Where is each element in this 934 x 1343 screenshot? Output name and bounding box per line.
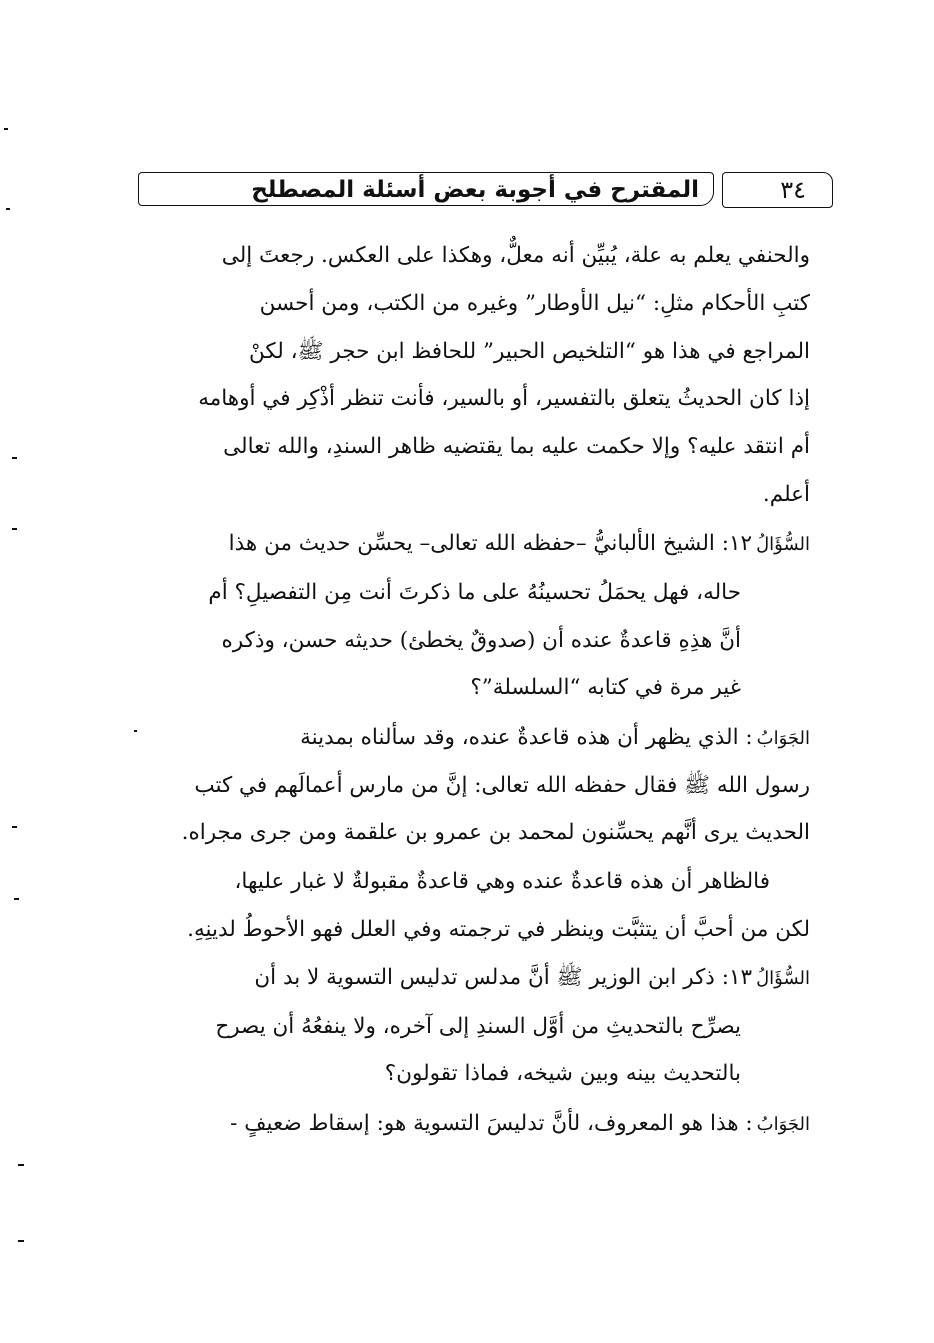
scan-mark [18,1164,24,1166]
page-header [138,172,833,210]
text-line: أم انتقد عليه؟ وإلا حكمت عليه بما يقتضيه ظاهر السندِ، والله تعالى [223,434,810,459]
text-line: فالظاهر أن هذه قاعدةٌ عنده وهي قاعدةٌ مقبولةٌ لا غبار عليها، [234,869,770,894]
text-line: المراجع في هذا هو “التلخيص الحبير” للحافظ ابن حجر ﷺ، لكنْ [248,339,810,364]
text-line: لكن من أحبَّ أن يتثبَّت وينظر في ترجمته وفي العلل فهو الأحوطُ لدينِهِ. [187,917,810,942]
scan-mark [12,457,17,459]
text-line: إذا كان الحديثُ يتعلق بالتفسير، أو بالسير، فأنت تنظر أذْكِر في أوهامه [198,386,810,411]
text-line: : الذي يظهر أن هذه قاعدةٌ عنده، وقد سألناه بمدينة [300,725,753,750]
text-line: كتبِ الأحكام مثلِ: “نيل الأوطار” وغيره من الكتب، ومن أحسن [259,291,810,316]
text-line: الحديث يرى أنَّهم يحسِّنون لمحمد بن عمرو بن علقمة ومن جرى مجراه. [181,820,810,845]
text-line: يصرِّح بالتحديثِ من أوَّل السندِ إلى آخره، ولا ينفعُهُ أن يصرح [215,1014,741,1039]
answer-13-first-line [230,1109,810,1140]
text-line: ١٣: ذكر ابن الوزير ﷺ أنَّ مدلس تدليس التسوية لا بد أن [254,965,753,990]
text-line: بالتحديث بينه وبين شيخه، فماذا تقولون؟ [384,1061,741,1086]
question-12-first-line [229,529,810,560]
text-line: أعلم. [762,482,810,507]
text-line: رسول الله ﷺ فقال حفظه الله تعالى: إنَّ من مارس أعمالَهم في كتب [194,773,810,798]
text-line: ١٢: الشيخ الألبانيُّ –حفظه الله تعالى– يحسِّن حديث من هذا [228,531,753,556]
page-number: ٣٤ [780,176,806,204]
scan-mark [12,826,17,828]
answer-label: الجَوَابُ [756,1114,810,1135]
answer-label: الجَوَابُ [756,728,810,749]
scan-mark [6,208,10,210]
text-line: أنَّ هذِهِ قاعدةٌ عنده أن (صدوقٌ يخطئ) حديثه حسن، وذكره [221,628,741,653]
scan-mark [18,1240,24,1242]
scan-mark [14,898,19,900]
scan-mark [4,128,8,130]
book-title: المقترح في أجوبة بعض أسئلة المصطلح [251,177,699,203]
scan-mark [12,528,17,530]
page-number-box [722,172,833,208]
answer-12-first-line [300,723,810,754]
text-line: غير مرة في كتابه “السلسلة”؟ [470,675,741,700]
scan-mark [134,730,137,732]
text-line: حاله، فهل يحمَلُ تحسينُهُ على ما ذكرتَ أنت مِن التفصيلِ؟ أم [208,580,741,605]
question-13-first-line [254,963,810,994]
question-label: السُّؤَالُ [756,968,810,989]
text-line: : هذا هو المعروف، لأنَّ تدليسَ التسوية هو: إسقاط ضعيفٍ - [230,1111,753,1136]
text-line: والحنفي يعلم به علة، يُبيِّن أنه معلٌّ، وهكذا على العكس. رجعتَ إلى [221,243,810,268]
question-label: السُّؤَالُ [756,534,810,555]
header-title-box [138,172,714,206]
